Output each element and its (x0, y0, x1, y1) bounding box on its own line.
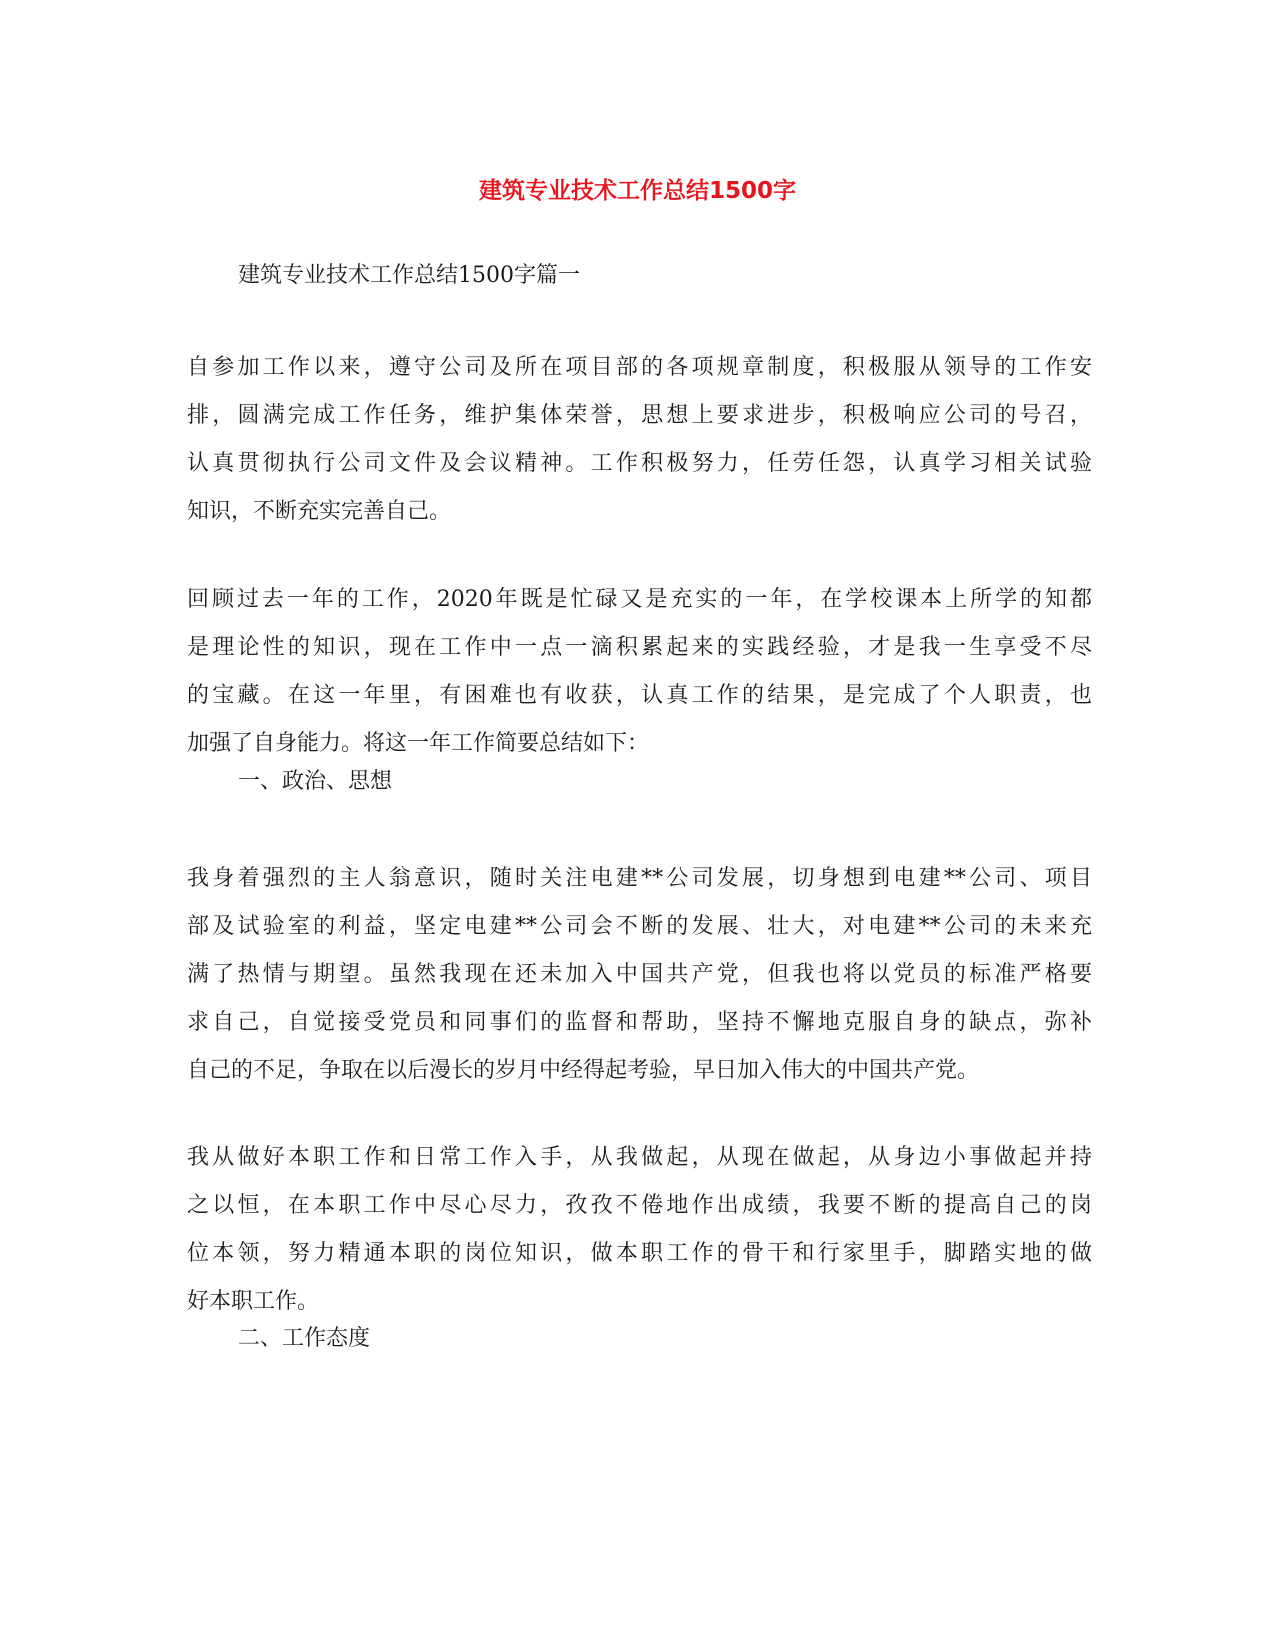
paragraph-line: 的宝藏。在这一年里，有困难也有收获，认真工作的结果，是完成了个人职责，也 (187, 683, 1092, 708)
paragraph-line: 自参加工作以来，遵守公司及所在项目部的各项规章制度，积极服从领导的工作安 (187, 355, 1092, 380)
section-heading-1: 一、政治、思想 (238, 769, 393, 794)
paragraph-line: 部及试验室的利益，坚定电建**公司会不断的发展、壮大，对电建**公司的未来充 (187, 914, 1092, 939)
paragraph-3 (187, 855, 1092, 1095)
paragraph-line: 认真贯彻执行公司文件及会议精神。工作积极努力，任劳任怨，认真学习相关试验 (187, 451, 1092, 476)
paragraph-line: 是理论性的知识，现在工作中一点一滴积累起来的实践经验，才是我一生享受不尽 (187, 635, 1092, 660)
paragraph-line: 好本职工作。 (187, 1289, 320, 1314)
paragraph-2 (187, 576, 1092, 768)
paragraph-line: 我从做好本职工作和日常工作入手，从我做起，从现在做起，从身边小事做起并持 (187, 1145, 1092, 1170)
paragraph-line: 自己的不足，争取在以后漫长的岁月中经得起考验，早日加入伟大的中国共产党。 (187, 1058, 980, 1083)
paragraph-line: 满了热情与期望。虽然我现在还未加入中国共产党，但我也将以党员的标准严格要 (187, 962, 1092, 987)
section-heading-2: 二、工作态度 (238, 1326, 371, 1351)
paragraph-line: 求自己，自觉接受党员和同事们的监督和帮助，坚持不懈地克服自身的缺点，弥补 (187, 1010, 1092, 1035)
section-subtitle: 建筑专业技术工作总结1500字篇一 (238, 263, 580, 288)
paragraph-line: 之以恒，在本职工作中尽心尽力，孜孜不倦地作出成绩，我要不断的提高自己的岗 (187, 1193, 1092, 1218)
paragraph-line: 排，圆满完成工作任务，维护集体荣誉，思想上要求进步，积极响应公司的号召， (187, 403, 1092, 428)
document-title: 建筑专业技术工作总结1500字 (478, 178, 796, 204)
paragraph-1 (187, 344, 1092, 536)
paragraph-line: 回顾过去一年的工作，2020年既是忙碌又是充实的一年，在学校课本上所学的知都 (187, 587, 1092, 612)
paragraph-line: 位本领，努力精通本职的岗位知识，做本职工作的骨干和行家里手，脚踏实地的做 (187, 1241, 1092, 1266)
paragraph-line: 我身着强烈的主人翁意识，随时关注电建**公司发展，切身想到电建**公司、项目 (187, 866, 1092, 891)
paragraph-line: 加强了自身能力。将这一年工作简要总结如下： (187, 731, 650, 756)
paragraph-line: 知识，不断充实完善自己。 (187, 499, 452, 524)
paragraph-4 (187, 1134, 1092, 1326)
